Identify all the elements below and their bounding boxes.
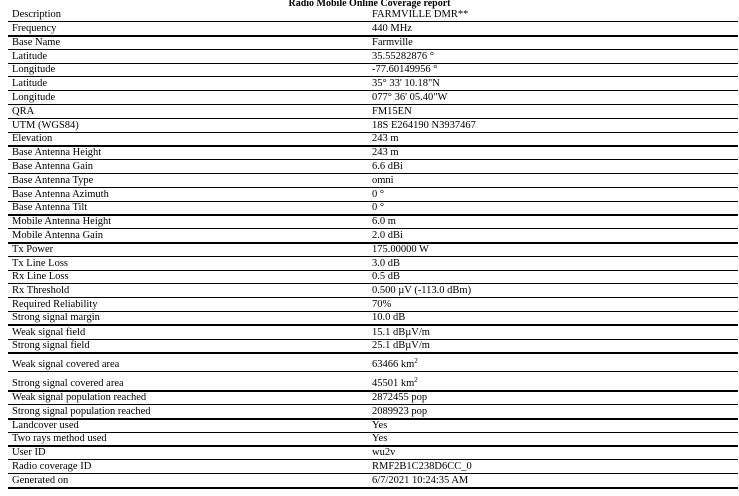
row-value (366, 49, 738, 63)
row-label: Base Antenna Tilt (8, 201, 366, 215)
row-label: Base Name (8, 36, 366, 50)
row-value-text: wu2v (372, 447, 396, 459)
report-row (8, 201, 738, 215)
row-label: Rx Threshold (8, 284, 366, 298)
report-row (8, 419, 738, 433)
row-value (366, 22, 738, 36)
row-label: Frequency (8, 22, 366, 36)
row-value-text: 18S E264190 N3937467 (372, 119, 476, 131)
row-value-superscript: 2 (414, 375, 418, 384)
row-value (366, 446, 738, 460)
row-value (366, 339, 738, 353)
row-value (366, 284, 738, 298)
report-row (8, 446, 738, 460)
report-title: Radio Mobile Online Coverage report (288, 0, 451, 9)
row-value (366, 118, 738, 132)
row-value (366, 243, 738, 257)
row-value (366, 474, 738, 488)
report-row (8, 160, 738, 174)
report-row (8, 298, 738, 312)
report-row (8, 229, 738, 243)
row-label: Base Antenna Gain (8, 160, 366, 174)
row-label: QRA (8, 105, 366, 119)
row-label: Mobile Antenna Height (8, 215, 366, 229)
row-label: Description (8, 8, 366, 22)
row-value (366, 132, 738, 146)
row-value (366, 391, 738, 405)
row-label: Weak signal population reached (8, 391, 366, 405)
row-value (366, 229, 738, 243)
row-value-text: 440 MHz (372, 22, 412, 34)
report-row (8, 339, 738, 353)
row-value-text: FARMVILLE DMR** (372, 9, 469, 21)
report-row (8, 391, 738, 405)
row-value-text: FM15EN (372, 105, 412, 117)
report-row (8, 284, 738, 298)
row-value-text: 6.0 m (372, 216, 396, 228)
row-label: Longitude (8, 63, 366, 77)
row-label: Rx Line Loss (8, 270, 366, 284)
row-label: Required Reliability (8, 298, 366, 312)
report-row (8, 325, 738, 339)
row-label: Elevation (8, 132, 366, 146)
row-label: Base Antenna Height (8, 146, 366, 160)
report-row (8, 63, 738, 77)
report-row (8, 22, 738, 36)
report-row (8, 270, 738, 284)
row-value-text: 6/7/2021 10:24:35 AM (372, 474, 469, 486)
row-value (366, 146, 738, 160)
row-value (366, 63, 738, 77)
row-value-text: 35° 33' 10.18"N (372, 78, 440, 90)
row-value (366, 256, 738, 270)
row-value (366, 8, 738, 22)
row-value (366, 312, 738, 326)
row-value-text: 35.55282876 ° (372, 50, 434, 62)
row-label: Generated on (8, 474, 366, 488)
row-label: Strong signal covered area (8, 372, 366, 391)
report-row (8, 132, 738, 146)
row-value-text: 0.500 µV (-113.0 dBm) (372, 285, 472, 297)
row-value (366, 91, 738, 105)
row-label: Latitude (8, 77, 366, 91)
row-value-text: Farmville (372, 36, 413, 48)
report-row (8, 8, 738, 22)
row-value-text: RMF2B1C238D6CC_0 (372, 461, 472, 473)
row-value-text: 25.1 dBµV/m (372, 339, 430, 351)
report-row (8, 432, 738, 446)
report-row (8, 474, 738, 488)
row-label: Tx Line Loss (8, 256, 366, 270)
row-value-text: 2872455 pop (372, 392, 428, 404)
row-value (366, 187, 738, 201)
row-value-text: 243 m (372, 147, 399, 159)
row-value (366, 36, 738, 50)
report-row (8, 36, 738, 50)
row-label: Latitude (8, 49, 366, 63)
row-value-text: omni (372, 174, 394, 186)
row-label: Landcover used (8, 419, 366, 433)
report-row (8, 187, 738, 201)
row-value (366, 215, 738, 229)
row-value-text: 175.00000 W (372, 243, 429, 255)
row-label: Mobile Antenna Gain (8, 229, 366, 243)
report-row (8, 77, 738, 91)
row-value (366, 298, 738, 312)
row-value-text: 70% (372, 299, 392, 311)
row-label: Base Antenna Type (8, 174, 366, 188)
row-value (366, 77, 738, 91)
row-label: Tx Power (8, 243, 366, 257)
row-value-text: 3.0 dB (372, 257, 401, 269)
row-value-text: 45501 km (372, 377, 415, 389)
report-row (8, 353, 738, 372)
row-label: Strong signal field (8, 339, 366, 353)
row-value-text: 0.5 dB (372, 271, 401, 283)
row-label: Longitude (8, 91, 366, 105)
report-row (8, 405, 738, 419)
row-label: Weak signal covered area (8, 353, 366, 372)
report-row (8, 91, 738, 105)
report-row (8, 174, 738, 188)
row-value (366, 174, 738, 188)
row-value-superscript: 2 (414, 357, 418, 366)
row-value (366, 460, 738, 474)
row-value-text: 243 m (372, 132, 399, 144)
row-value-text: Yes (372, 433, 388, 445)
report-row (8, 215, 738, 229)
report-row (8, 256, 738, 270)
report-row (8, 105, 738, 119)
row-label: Radio coverage ID (8, 460, 366, 474)
report-row (8, 118, 738, 132)
row-label: UTM (WGS84) (8, 118, 366, 132)
row-label: Weak signal field (8, 325, 366, 339)
row-value-text: 15.1 dBµV/m (372, 326, 430, 338)
report-row (8, 312, 738, 326)
row-value-text: 0 ° (372, 188, 385, 200)
row-value (366, 105, 738, 119)
row-value-text: 10.0 dB (372, 312, 406, 324)
row-value (366, 201, 738, 215)
report-row (8, 460, 738, 474)
report-row (8, 49, 738, 63)
report-row (8, 146, 738, 160)
row-value (366, 325, 738, 339)
row-label: Two rays method used (8, 432, 366, 446)
row-value (366, 353, 738, 372)
report-table (8, 8, 738, 489)
report-rows (8, 8, 738, 488)
row-value-text: 2089923 pop (372, 405, 428, 417)
row-value (366, 270, 738, 284)
report-row (8, 372, 738, 391)
row-value-text: 2.0 dBi (372, 229, 403, 241)
row-value-text: 0 ° (372, 201, 385, 213)
row-label: Strong signal population reached (8, 405, 366, 419)
row-value-text: Yes (372, 419, 388, 431)
row-value (366, 432, 738, 446)
row-value-text: 63466 km (372, 359, 415, 371)
row-value (366, 405, 738, 419)
report-row (8, 243, 738, 257)
row-label: User ID (8, 446, 366, 460)
row-value (366, 372, 738, 391)
row-value-text: 077° 36' 05.40"W (372, 92, 448, 104)
row-label: Base Antenna Azimuth (8, 187, 366, 201)
row-value-text: 6.6 dBi (372, 161, 403, 173)
row-value (366, 419, 738, 433)
row-label: Strong signal margin (8, 312, 366, 326)
row-value-text: -77.60149956 ° (372, 64, 438, 76)
row-value (366, 160, 738, 174)
